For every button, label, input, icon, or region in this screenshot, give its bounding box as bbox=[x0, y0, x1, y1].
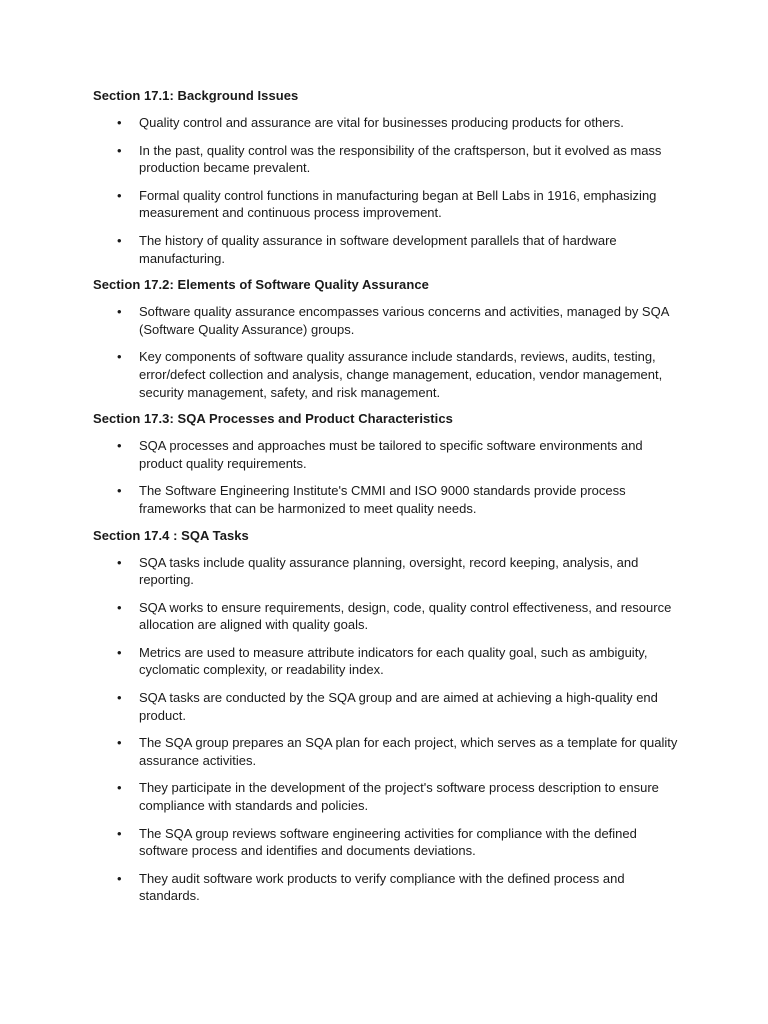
bullet-icon: • bbox=[117, 554, 122, 570]
bullet-list bbox=[93, 554, 683, 906]
section-heading: Section 17.2: Elements of Software Quality Assurance bbox=[93, 277, 429, 293]
list-item bbox=[93, 825, 683, 860]
list-item-text: They audit software work products to verify compliance with the defined process and standards. bbox=[139, 870, 625, 904]
list-item bbox=[93, 348, 683, 401]
bullet-icon: • bbox=[117, 780, 122, 796]
list-item bbox=[93, 142, 683, 177]
bullet-icon: • bbox=[117, 483, 122, 499]
section-heading: Section 17.4 : SQA Tasks bbox=[93, 527, 249, 543]
list-item bbox=[93, 870, 683, 905]
list-item-text: SQA tasks are conducted by the SQA group and are aimed at achieving a high-quality end product. bbox=[139, 690, 658, 723]
bullet-icon: • bbox=[117, 825, 122, 841]
list-item-text: They participate in the development of the project's software process description to ensure compliance with standards and policies. bbox=[139, 780, 659, 814]
list-item-text: Metrics are used to measure attribute indicators for each quality goal, such as ambiguity, cyclomatic complexity, or readability index. bbox=[139, 644, 648, 678]
bullet-icon: • bbox=[117, 644, 122, 660]
bullet-list bbox=[93, 437, 683, 517]
list-item-text: Formal quality control functions in manufacturing began at Bell Labs in 1916, emphasizing measurement and continuous process improvement. bbox=[139, 187, 657, 221]
list-item-text: The history of quality assurance in software development parallels that of hardware manufacturing. bbox=[139, 232, 617, 266]
list-item-text: Software quality assurance encompasses various concerns and activities, managed by SQA (Software Quality Assurance) groups. bbox=[139, 304, 669, 337]
list-item bbox=[93, 303, 683, 338]
section-17-4 bbox=[93, 527, 683, 906]
list-item-text: In the past, quality control was the responsibility of the craftsperson, but it evolved as mass production became prevalent. bbox=[139, 142, 662, 176]
list-item bbox=[93, 644, 683, 679]
list-item-text: SQA works to ensure requirements, design, code, quality control effectiveness, and resource allocation are aligned with quality goals. bbox=[139, 599, 672, 633]
list-item-text: SQA processes and approaches must be tailored to specific software environments and product quality requirements. bbox=[139, 438, 643, 471]
list-item-text: Key components of software quality assurance include standards, reviews, audits, testing, error/defect collection and analysis, change management, education, vendor management, security management, safety, and risk management. bbox=[139, 349, 663, 400]
list-item-text: SQA tasks include quality assurance planning, oversight, record keeping, analysis, and reporting. bbox=[139, 554, 639, 588]
list-item bbox=[93, 482, 683, 517]
bullet-icon: • bbox=[117, 349, 122, 365]
section-17-2 bbox=[93, 276, 683, 401]
section-heading: Section 17.3: SQA Processes and Product Characteristics bbox=[93, 411, 453, 427]
list-item bbox=[93, 437, 683, 472]
list-item-text: The Software Engineering Institute's CMMI and ISO 9000 standards provide process frameworks that can be harmonized to meet quality needs. bbox=[139, 483, 626, 516]
list-item bbox=[93, 689, 683, 724]
bullet-icon: • bbox=[117, 142, 122, 158]
bullet-icon: • bbox=[117, 735, 122, 751]
bullet-list bbox=[93, 303, 683, 401]
bullet-icon: • bbox=[117, 870, 122, 886]
list-item bbox=[93, 734, 683, 769]
section-17-3 bbox=[93, 410, 683, 517]
section-17-1 bbox=[93, 87, 683, 267]
list-item bbox=[93, 232, 683, 267]
document-page bbox=[93, 87, 683, 914]
list-item bbox=[93, 779, 683, 814]
list-item bbox=[93, 554, 683, 589]
bullet-icon: • bbox=[117, 438, 122, 454]
bullet-icon: • bbox=[117, 232, 122, 248]
bullet-list bbox=[93, 114, 683, 267]
bullet-icon: • bbox=[117, 187, 122, 203]
list-item bbox=[93, 187, 683, 222]
bullet-icon: • bbox=[117, 304, 122, 320]
list-item bbox=[93, 599, 683, 634]
section-heading: Section 17.1: Background Issues bbox=[93, 88, 299, 103]
list-item-text: The SQA group reviews software engineering activities for compliance with the defined software process and identifies and documents deviations. bbox=[139, 825, 637, 859]
bullet-icon: • bbox=[117, 690, 122, 706]
list-item-text: The SQA group prepares an SQA plan for each project, which serves as a template for quality assurance activities. bbox=[139, 735, 678, 768]
list-item bbox=[93, 114, 683, 132]
bullet-icon: • bbox=[117, 599, 122, 615]
list-item-text: Quality control and assurance are vital for businesses producing products for others. bbox=[139, 115, 624, 130]
bullet-icon: • bbox=[117, 115, 122, 130]
